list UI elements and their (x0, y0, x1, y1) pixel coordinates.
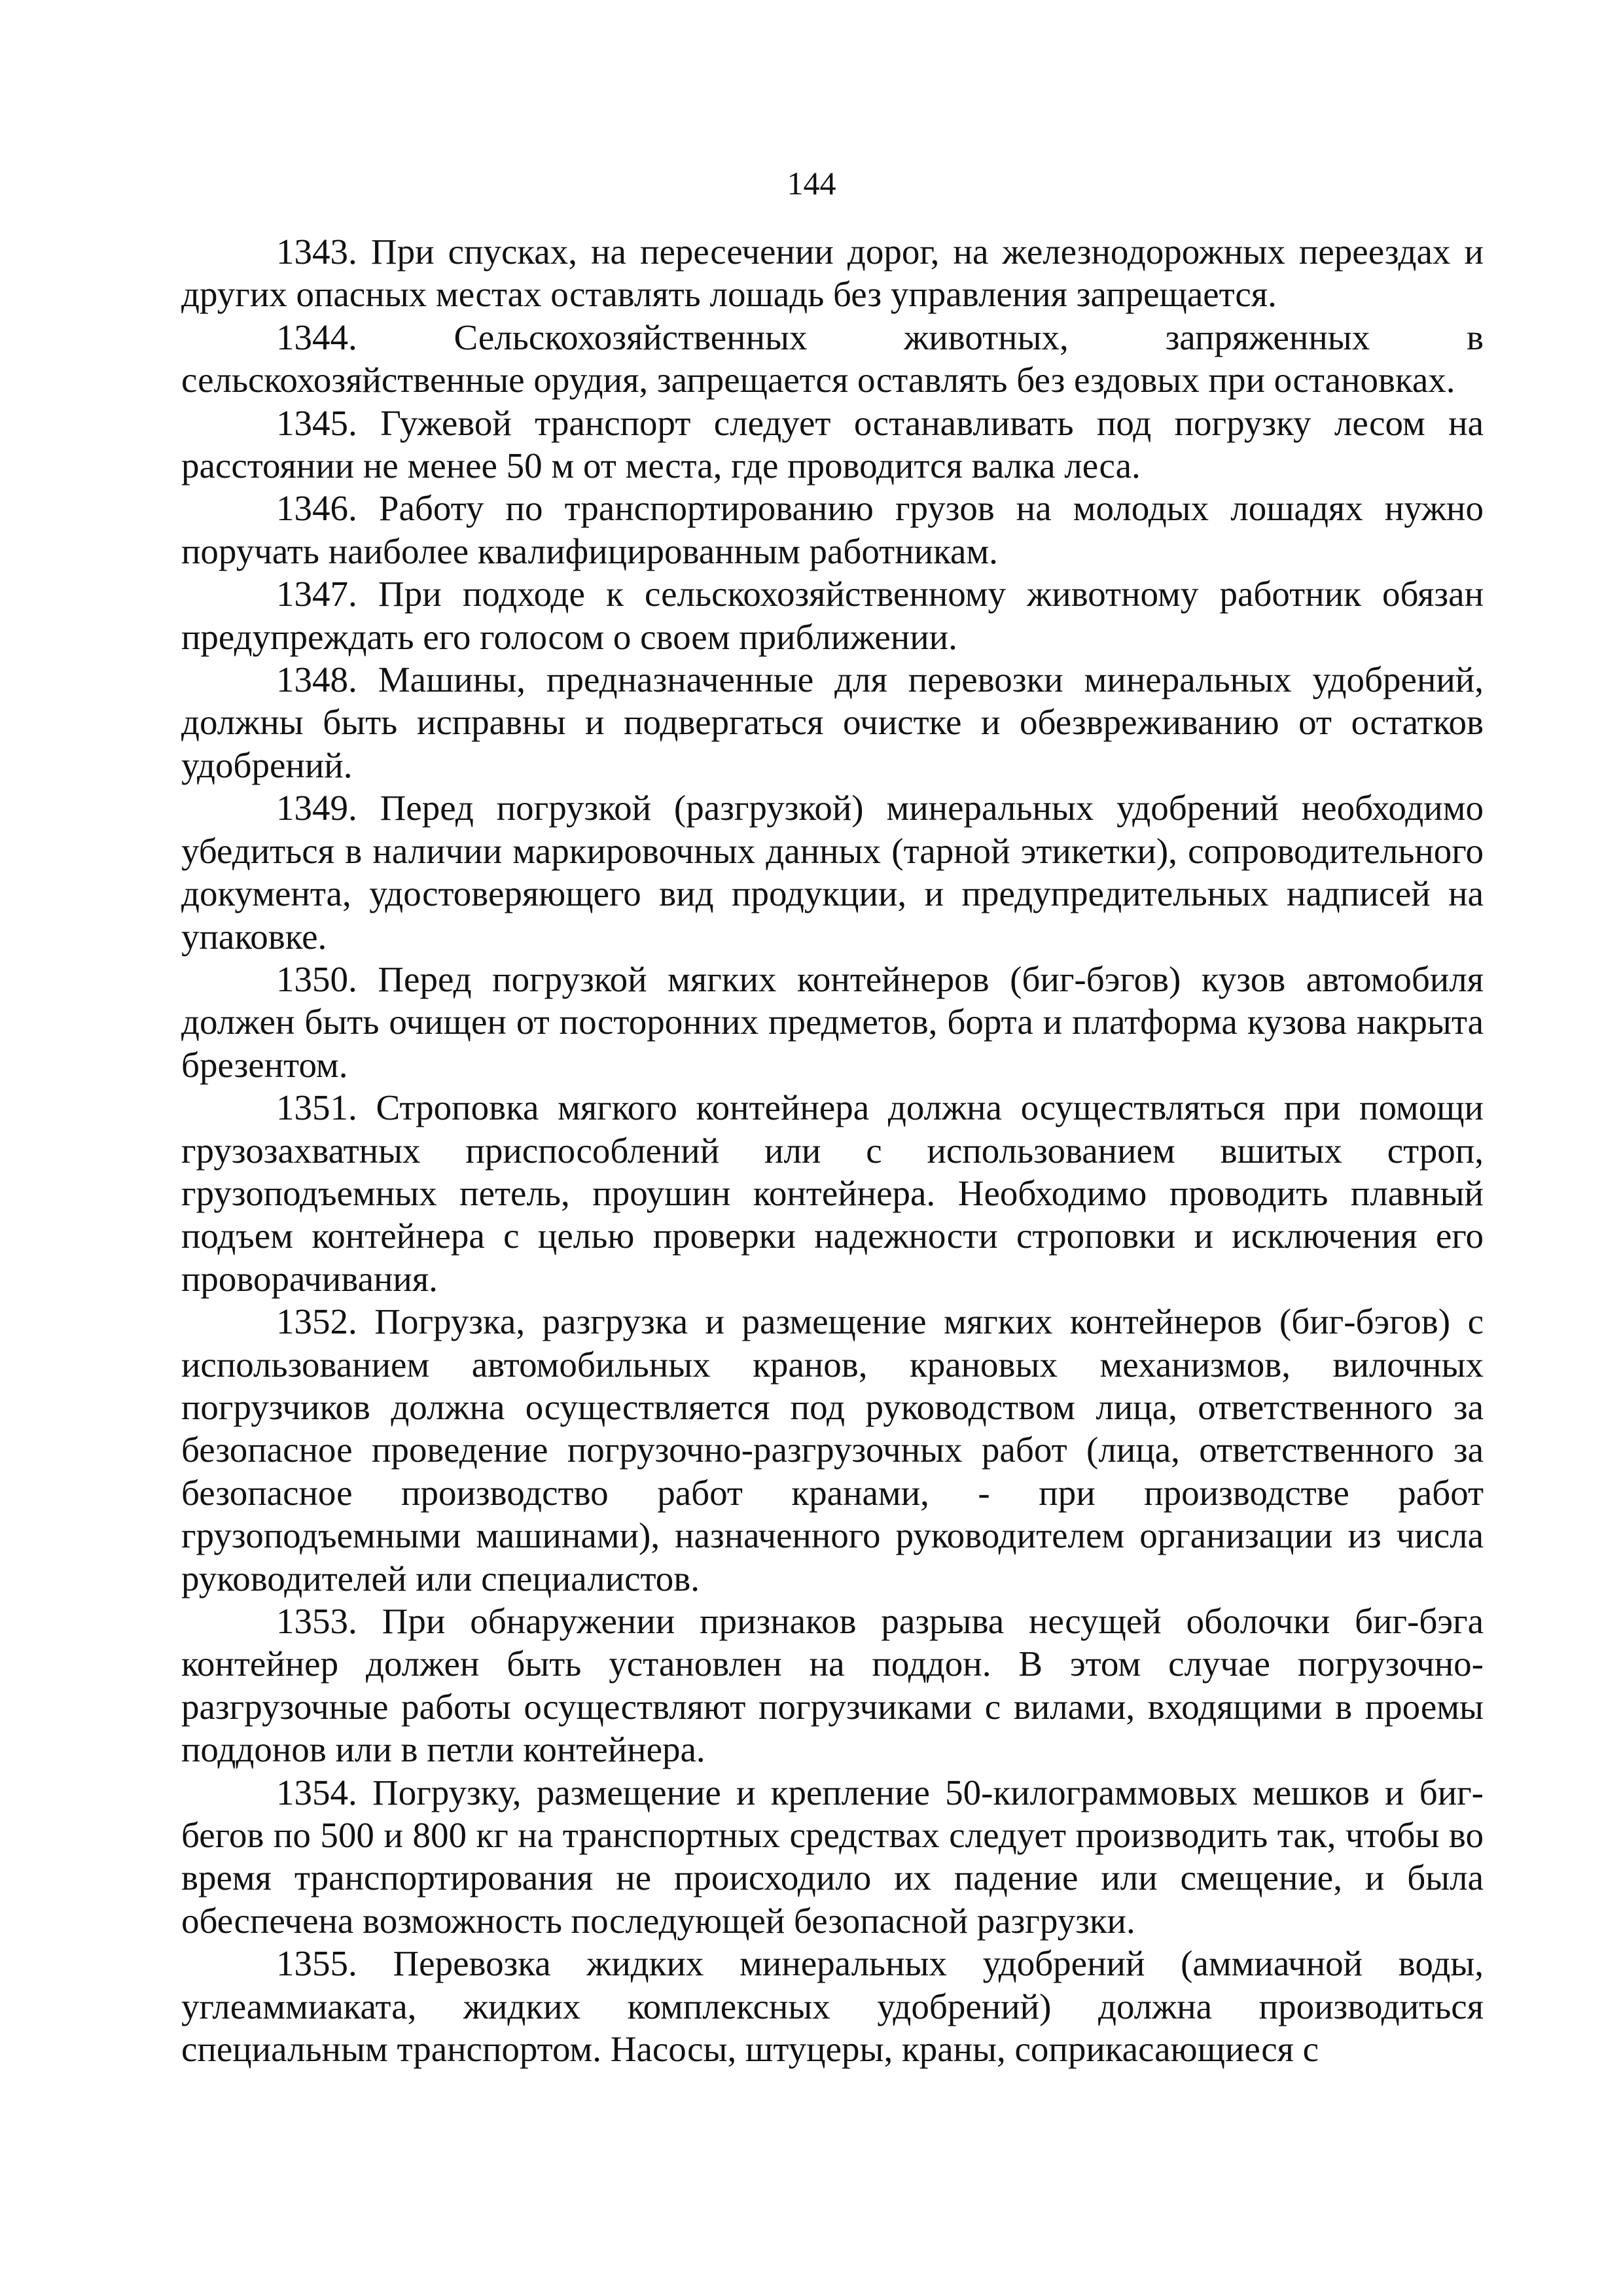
paragraph-1351: 1351. Строповка мягкого контейнера должна осуществляться при помощи грузозахватных приспособлений или с использованием вшитых строп, грузоподъемных петель, проушин контейнера. Необходимо проводить плавный подъем контейнера с целью проверки надежности строповки и исключения его проворачивания. (181, 1087, 1484, 1299)
paragraph-1353: 1353. При обнаружении признаков разрыва несущей оболочки биг-бэга контейнер должен быть установлен на поддон. В этом случае погрузочно-разгрузочные работы осуществляют погрузчиками с вилами, входящими в проемы поддонов или в петли контейнера. (181, 1601, 1484, 1770)
paragraph-1347: 1347. При подходе к сельскохозяйственному животному работник обязан предупреждать его голосом о своем приближении. (181, 574, 1484, 657)
paragraph-1350: 1350. Перед погрузкой мягких контейнеров (биг-бэгов) кузов автомобиля должен быть очищен от посторонних предметов, борта и платформа кузова накрыта брезентом. (181, 959, 1484, 1085)
paragraph-1344: 1344. Сельскохозяйственных животных, запряженных в сельскохозяйственные орудия, запрещается оставлять без ездовых при остановках. (181, 317, 1484, 400)
page-number: 144 (787, 165, 836, 202)
paragraph-1348: 1348. Машины, предназначенные для перевозки минеральных удобрений, должны быть исправны и подвергаться очистке и обезвреживанию от остатков удобрений. (181, 660, 1484, 785)
paragraph-1354: 1354. Погрузку, размещение и крепление 50-килограммовых мешков и биг-бегов по 500 и 800 кг на транспортных средствах следует производить так, чтобы во время транспортирования не происходило их падение или смещение, и была обеспечена возможность последующей безопасной разгрузки. (181, 1772, 1484, 1941)
paragraph-1345: 1345. Гужевой транспорт следует останавливать под погрузку лесом на расстоянии не менее 50 м от места, где проводится валка леса. (181, 402, 1484, 486)
paragraph-1343: 1343. При спусках, на пересечении дорог, на железнодорожных переездах и других опасных местах оставлять лошадь без управления запрещается. (181, 232, 1484, 315)
paragraph-1355: 1355. Перевозка жидких минеральных удобрений (аммиачной воды, углеаммиаката, жидких комплексных удобрений) должна производиться специальным транспортом. Насосы, штуцеры, краны, соприкасающиеся с (181, 1943, 1484, 2070)
paragraph-1352: 1352. Погрузка, разгрузка и размещение мягких контейнеров (биг-бэгов) с использованием автомобильных кранов, крановых механизмов, вилочных погрузчиков должна осуществляется под руководством лица, ответственного за безопасное проведение погрузочно-разгрузочных работ (лица, ответственного за безопасное производство работ кранами, - при производстве работ грузоподъемными машинами), назначенного руководителем организации из числа руководителей или специалистов. (181, 1301, 1484, 1598)
document-body (181, 230, 1484, 2070)
paragraph-1346: 1346. Работу по транспортированию грузов на молодых лошадях нужно поручать наиболее квалифицированным работникам. (181, 488, 1484, 571)
paragraph-1349: 1349. Перед погрузкой (разгрузкой) минеральных удобрений необходимо убедиться в наличии маркировочных данных (тарной этикетки), сопроводительного документа, удостоверяющего вид продукции, и предупредительных надписей на упаковке. (181, 788, 1484, 957)
